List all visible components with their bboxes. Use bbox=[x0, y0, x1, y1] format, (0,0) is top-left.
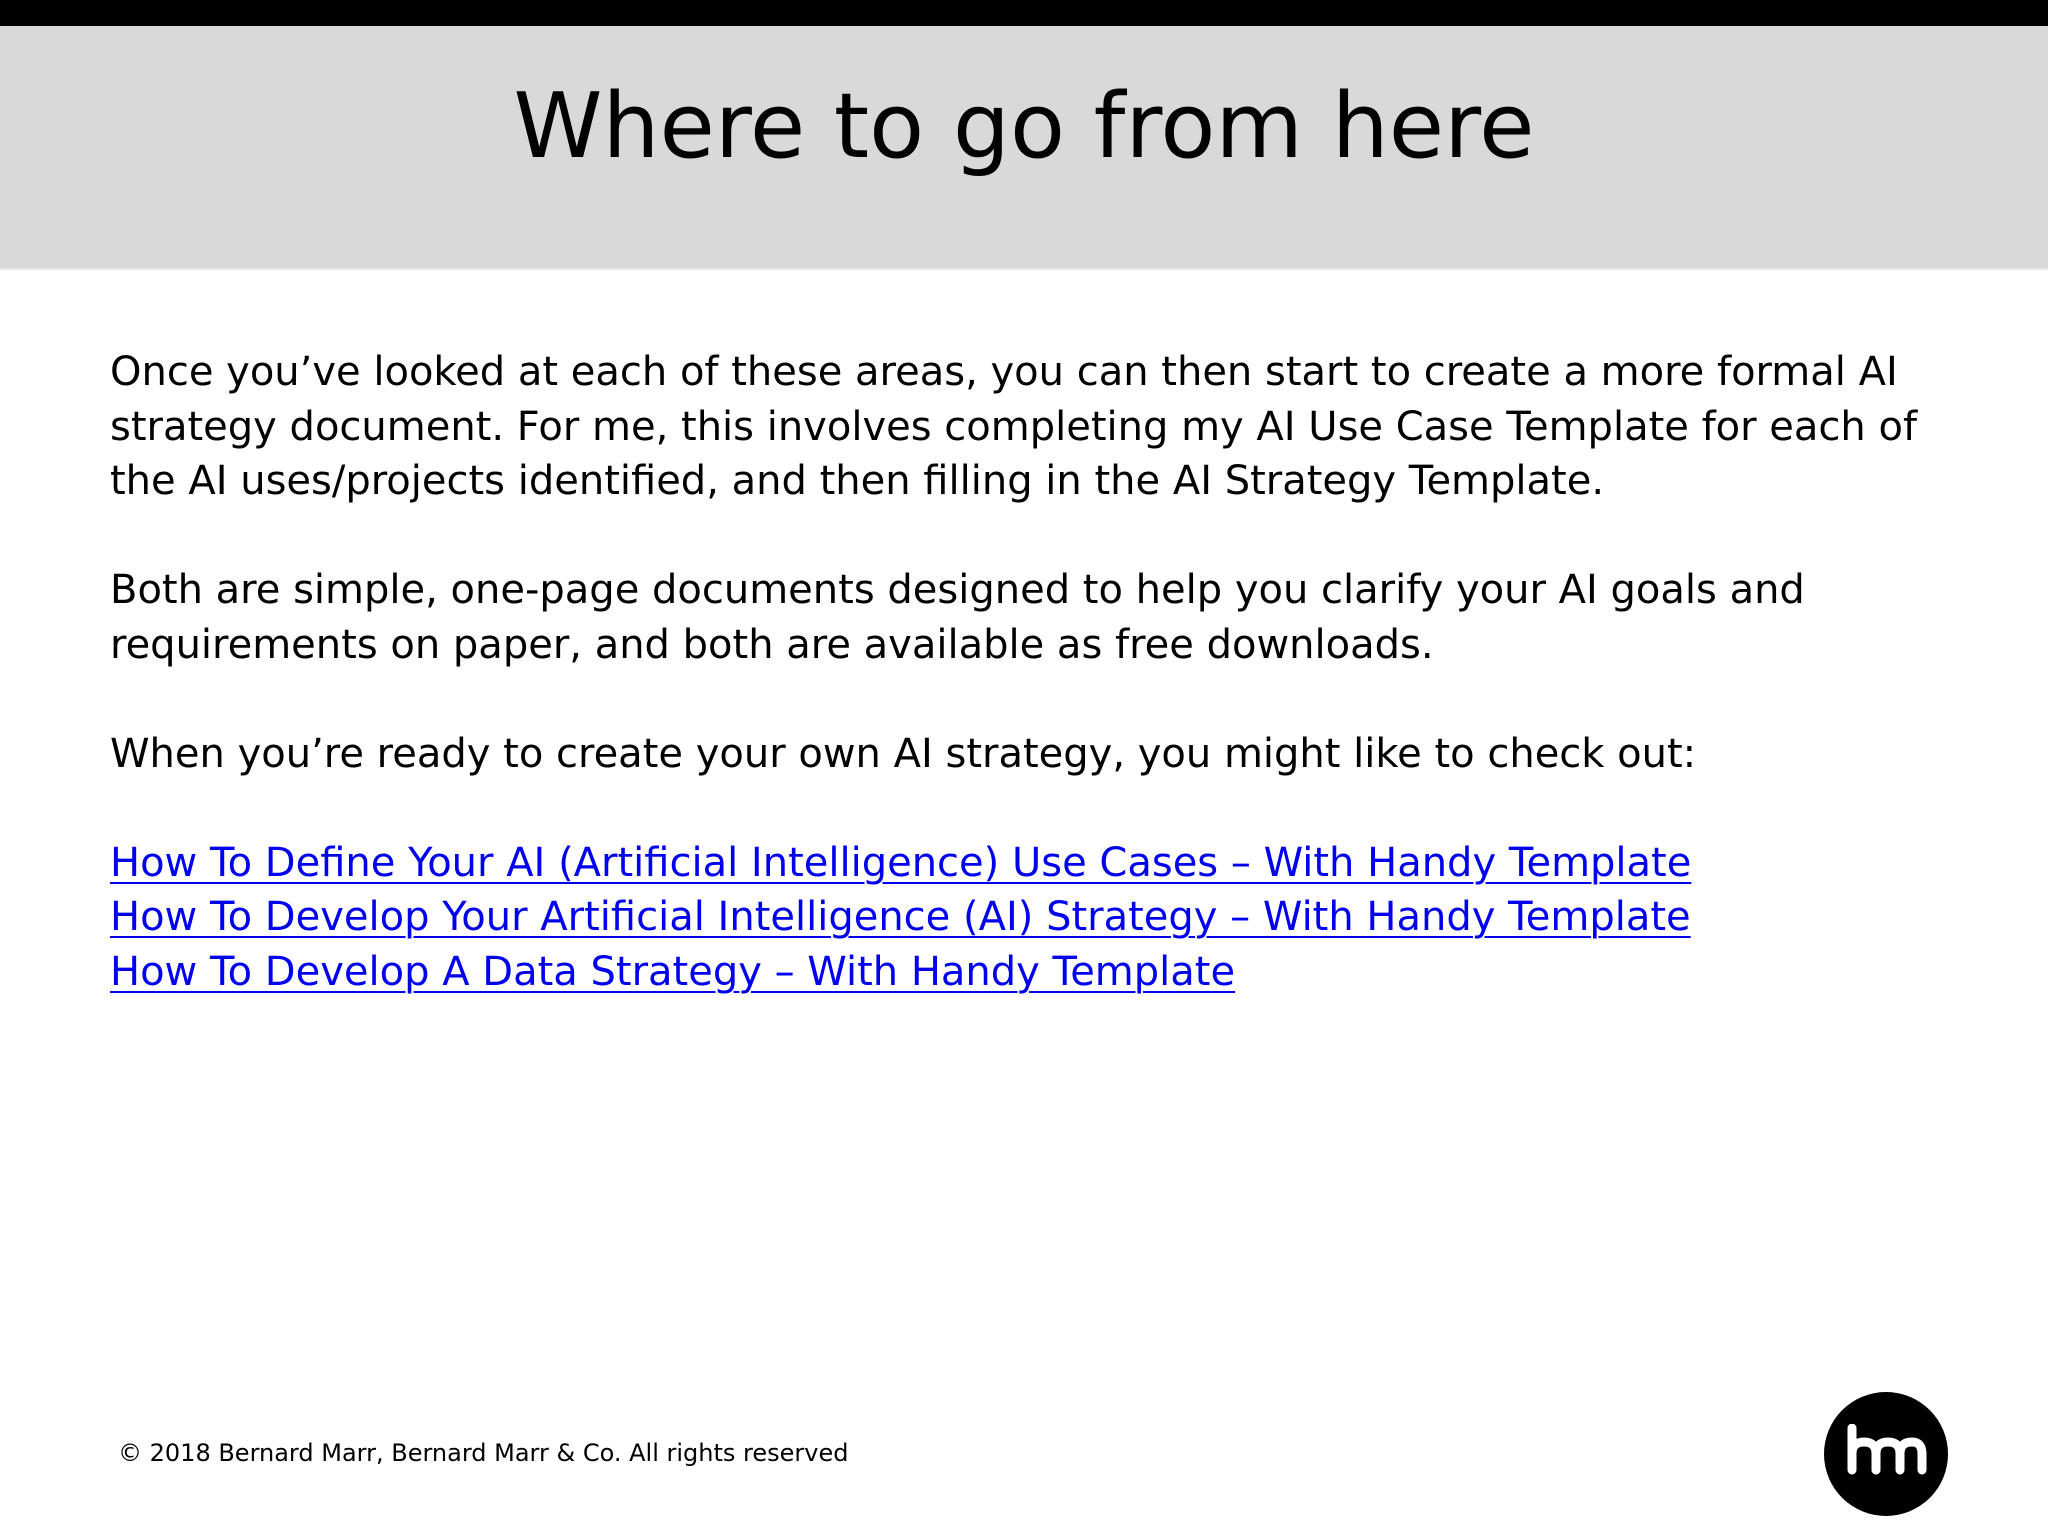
slide-title: Where to go from here bbox=[513, 73, 1535, 179]
link-data-strategy[interactable]: How To Develop A Data Strategy – With Handy Template bbox=[110, 948, 1236, 995]
link-ai-strategy[interactable]: How To Develop Your Artificial Intelligence (AI) Strategy – With Handy Template bbox=[110, 894, 1691, 940]
slide-content bbox=[110, 345, 1990, 999]
link-ai-use-cases[interactable]: How To Define Your AI (Artificial Intelligence) Use Cases – With Handy Template bbox=[110, 839, 1692, 886]
paragraph-check-out: When you’re ready to create your own AI strategy, you might like to check out: bbox=[110, 730, 1697, 777]
paragraph-intro: Once you’ve looked at each of these areas, you can then start to create a more formal AI strategy document. For me, this involves completing my AI Use Case Template for each of the AI uses/projects identified, and then filling in the AI Strategy Template. bbox=[110, 349, 1918, 504]
bm-logo-icon bbox=[1844, 1424, 1928, 1484]
top-black-bar bbox=[0, 0, 2048, 26]
bm-logo bbox=[1824, 1392, 1948, 1516]
copyright-footer: © 2018 Bernard Marr, Bernard Marr & Co. All rights reserved bbox=[118, 1439, 849, 1467]
paragraph-documents: Both are simple, one-page documents designed to help you clarify your AI goals and requirements on paper, and both are available as free downloads. bbox=[110, 567, 1805, 668]
title-band bbox=[0, 26, 2048, 270]
link-list bbox=[110, 836, 1990, 1000]
